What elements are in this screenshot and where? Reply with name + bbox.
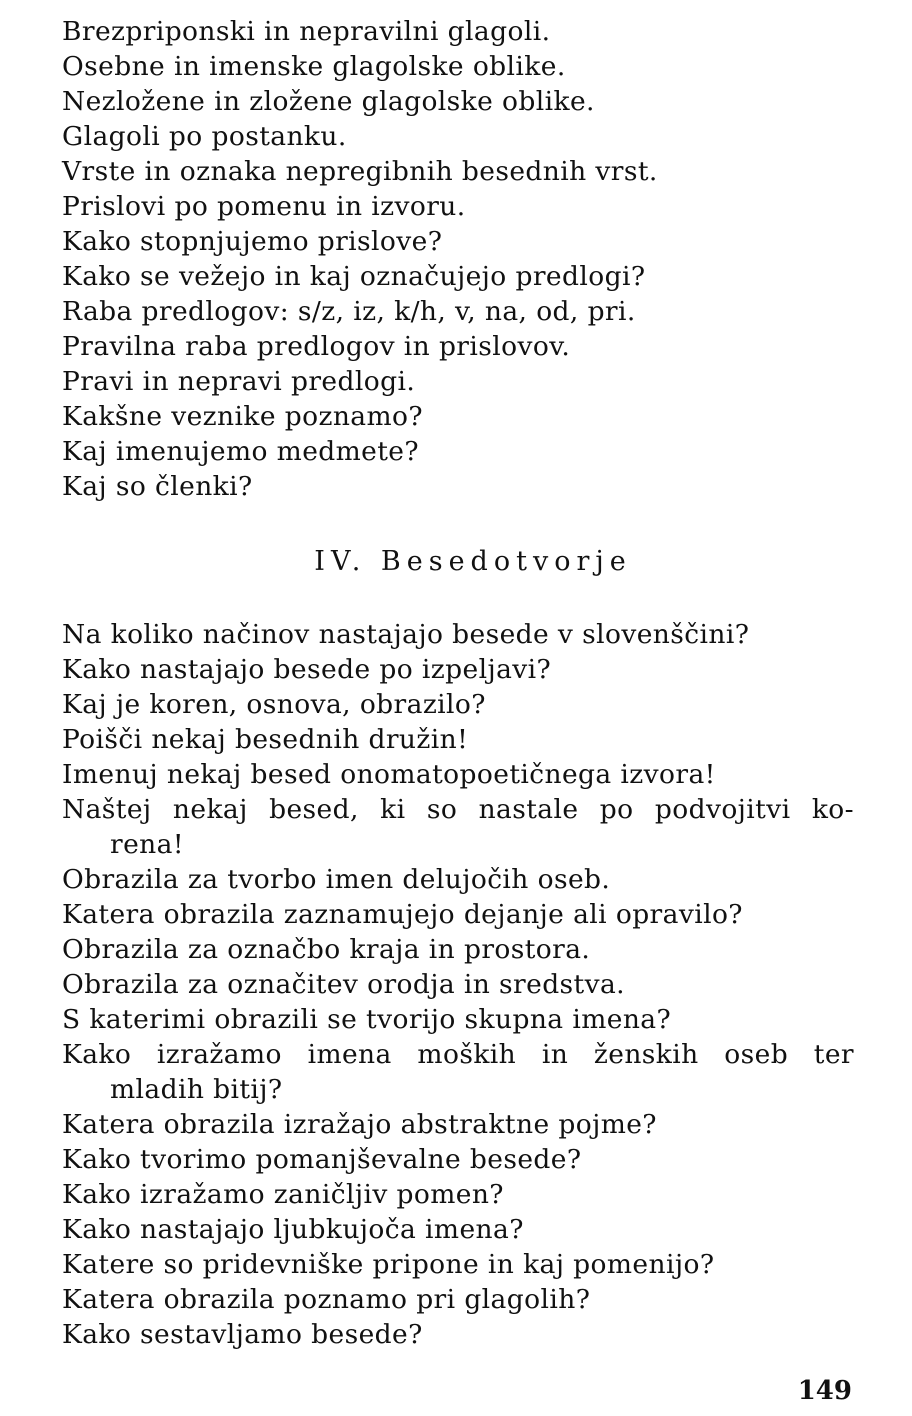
list-item <box>62 757 854 792</box>
section-title: Besedotvorje <box>380 546 632 577</box>
item-line: Imenuj nekaj besed onomatopoetičnega izvora! <box>62 759 716 790</box>
list-item: Prislovi po pomenu in izvoru. <box>62 191 466 222</box>
section-heading <box>62 544 854 579</box>
list-item <box>62 1177 854 1212</box>
list-item <box>62 862 854 897</box>
list-item: Pravi in nepravi predlogi. <box>62 366 416 397</box>
item-continuation-line: mladih bitij? <box>110 1074 283 1105</box>
item-line: Kako izražamo zaničljiv pomen? <box>62 1179 504 1210</box>
item-continuation-line: rena! <box>110 829 184 860</box>
item-line: Kako izražamo imena moških in ženskih oseb ter <box>62 1039 854 1070</box>
list-item: Kako se vežejo in kaj označujejo predlogi? <box>62 261 646 292</box>
list-item: Pravilna raba predlogov in prislovov. <box>62 331 571 362</box>
list-item: Kaj imenujemo medmete? <box>62 436 419 467</box>
list-item <box>62 897 854 932</box>
item-line: Poišči nekaj besednih družin! <box>62 724 469 755</box>
list-item <box>62 617 854 652</box>
item-line: Naštej nekaj besed, ki so nastale po podvojitvi ko- <box>62 794 854 825</box>
list-item <box>62 1002 854 1037</box>
item-line: Kaj je koren, osnova, obrazilo? <box>62 689 486 720</box>
list-item: Kakšne veznike poznamo? <box>62 401 423 432</box>
list-item <box>62 1037 854 1107</box>
list-item: Kaj so členki? <box>62 471 253 502</box>
item-line: Obrazila za tvorbo imen delujočih oseb. <box>62 864 611 895</box>
list-item <box>62 1142 854 1177</box>
list-item <box>62 1247 854 1282</box>
item-line: Kako tvorimo pomanjševalne besede? <box>62 1144 582 1175</box>
list-item <box>62 722 854 757</box>
list-item: Osebne in imenske glagolske oblike. <box>62 51 566 82</box>
list-item: Glagoli po postanku. <box>62 121 347 152</box>
book-page <box>62 14 854 1352</box>
list-item: Nezložene in zložene glagolske oblike. <box>62 86 595 117</box>
list-item <box>62 687 854 722</box>
section-numeral: IV. <box>314 546 367 577</box>
item-line: Na koliko načinov nastajajo besede v slovenščini? <box>62 619 750 650</box>
list-item <box>62 967 854 1002</box>
question-list-word-formation <box>62 617 854 1352</box>
list-item <box>62 792 854 862</box>
item-line: Obrazila za označitev orodja in sredstva. <box>62 969 626 1000</box>
item-line: Katere so pridevniške pripone in kaj pomenijo? <box>62 1249 715 1280</box>
list-item <box>62 652 854 687</box>
item-line: Kako nastajajo ljubkujoča imena? <box>62 1214 524 1245</box>
list-item <box>62 1212 854 1247</box>
item-line: Kako sestavljamo besede? <box>62 1319 423 1350</box>
list-item: Raba predlogov: s/z, iz, k/h, v, na, od, pri. <box>62 296 636 327</box>
list-item <box>62 1317 854 1352</box>
list-item: Vrste in oznaka nepregibnih besednih vrst. <box>62 156 658 187</box>
list-item: Kako stopnjujemo prislove? <box>62 226 443 257</box>
list-item <box>62 1282 854 1317</box>
item-line: Katera obrazila poznamo pri glagolih? <box>62 1284 591 1315</box>
question-list-grammar <box>62 14 854 504</box>
item-line: Obrazila za označbo kraja in prostora. <box>62 934 591 965</box>
list-item <box>62 932 854 967</box>
page-number: 149 <box>797 1376 852 1406</box>
item-line: Kako nastajajo besede po izpeljavi? <box>62 654 552 685</box>
item-line: Katera obrazila zaznamujejo dejanje ali opravilo? <box>62 899 743 930</box>
item-line: S katerimi obrazili se tvorijo skupna imena? <box>62 1004 672 1035</box>
item-line: Katera obrazila izražajo abstraktne pojme? <box>62 1109 657 1140</box>
list-item <box>62 1107 854 1142</box>
list-item: Brezpriponski in nepravilni glagoli. <box>62 16 551 47</box>
